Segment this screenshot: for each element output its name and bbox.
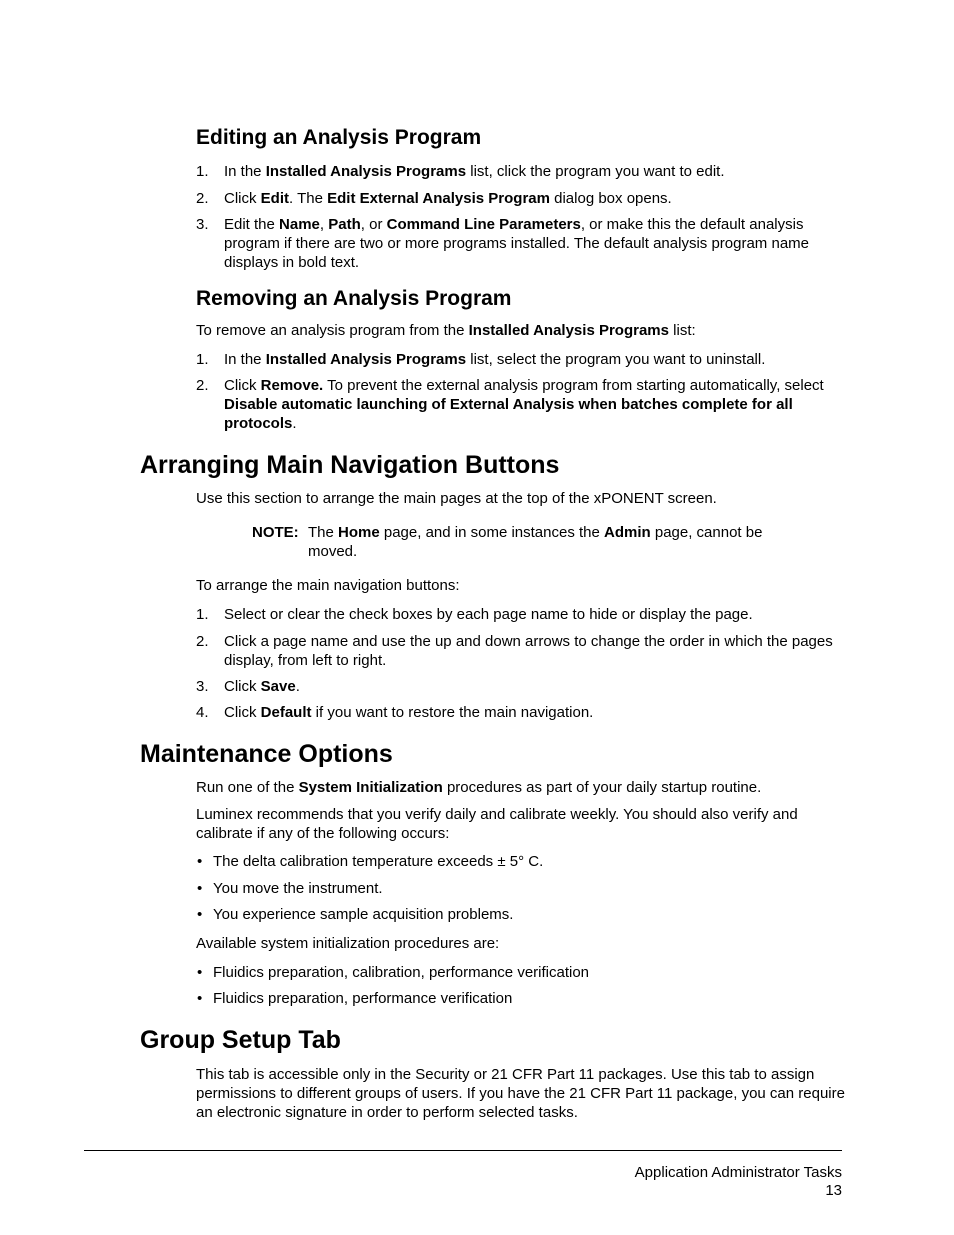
step-text: Click Remove. To prevent the external analysis program from starting automatically, select Disable automatic launching of External Analysis when batches complete for all protocols. bbox=[224, 377, 824, 432]
step-number: 3. bbox=[196, 216, 209, 233]
bullet-item: You experience sample acquisition problems. bbox=[213, 906, 514, 923]
bullet-item: Fluidics preparation, calibration, performance verification bbox=[213, 964, 590, 981]
bullet-marker: • bbox=[197, 880, 203, 897]
step-text: Click Default if you want to restore the main navigation. bbox=[224, 704, 594, 721]
footer-section-title: Application Administrator Tasks bbox=[634, 1164, 842, 1181]
note-text: The Home page, and in some instances the Admin page, cannot be moved. bbox=[308, 524, 763, 560]
bullet-item: The delta calibration temperature exceeds ± 5° C. bbox=[213, 853, 544, 870]
step-text: In the Installed Analysis Programs list, click the program you want to edit. bbox=[224, 163, 725, 180]
heading-editing-analysis-program: Editing an Analysis Program bbox=[196, 126, 482, 149]
page-number: 13 bbox=[825, 1182, 842, 1199]
bullet-item: You move the instrument. bbox=[213, 880, 383, 897]
step-number: 2. bbox=[196, 633, 209, 650]
step-text: Select or clear the check boxes by each page name to hide or display the page. bbox=[224, 606, 753, 623]
step-number: 3. bbox=[196, 678, 209, 695]
step-text: Edit the Name, Path, or Command Line Parameters, or make this the default analysis program if there are two or more programs installed. The default analysis program name displays in bold text. bbox=[224, 216, 809, 271]
step-text: Click Edit. The Edit External Analysis Program dialog box opens. bbox=[224, 190, 672, 207]
bullet-item: Fluidics preparation, performance verification bbox=[213, 990, 513, 1007]
bullet-marker: • bbox=[197, 906, 203, 923]
bullet-marker: • bbox=[197, 964, 203, 981]
paragraph: Luminex recommends that you verify daily and calibrate weekly. You should also verify and calibrate if any of the following occurs: bbox=[196, 806, 798, 842]
step-text: In the Installed Analysis Programs list, select the program you want to uninstall. bbox=[224, 351, 766, 368]
paragraph: This tab is accessible only in the Security or 21 CFR Part 11 packages. Use this tab to assign permissions to different groups of users. If you have the 21 CFR Part 11 package, you can require an electronic signature in order to perform selected tasks. bbox=[196, 1066, 845, 1121]
paragraph: Run one of the System Initialization procedures as part of your daily startup routine. bbox=[196, 779, 762, 796]
bullet-marker: • bbox=[197, 853, 203, 870]
heading-removing-analysis-program: Removing an Analysis Program bbox=[196, 287, 512, 310]
step-number: 1. bbox=[196, 351, 209, 368]
paragraph: Available system initialization procedures are: bbox=[196, 935, 500, 952]
paragraph: To remove an analysis program from the Installed Analysis Programs list: bbox=[196, 322, 696, 339]
heading-group-setup-tab: Group Setup Tab bbox=[140, 1026, 341, 1054]
step-text: Click Save. bbox=[224, 678, 300, 695]
step-text: Click a page name and use the up and down arrows to change the order in which the pages display, from left to right. bbox=[224, 633, 833, 669]
step-number: 1. bbox=[196, 163, 209, 180]
heading-arranging-main-navigation-buttons: Arranging Main Navigation Buttons bbox=[140, 451, 560, 479]
paragraph: To arrange the main navigation buttons: bbox=[196, 577, 460, 594]
footer-divider bbox=[84, 1150, 842, 1151]
step-number: 2. bbox=[196, 377, 209, 394]
note-label: NOTE: bbox=[252, 524, 299, 541]
heading-maintenance-options: Maintenance Options bbox=[140, 740, 393, 768]
step-number: 2. bbox=[196, 190, 209, 207]
step-number: 4. bbox=[196, 704, 209, 721]
step-number: 1. bbox=[196, 606, 209, 623]
paragraph: Use this section to arrange the main pages at the top of the xPONENT screen. bbox=[196, 490, 717, 507]
bullet-marker: • bbox=[197, 990, 203, 1007]
